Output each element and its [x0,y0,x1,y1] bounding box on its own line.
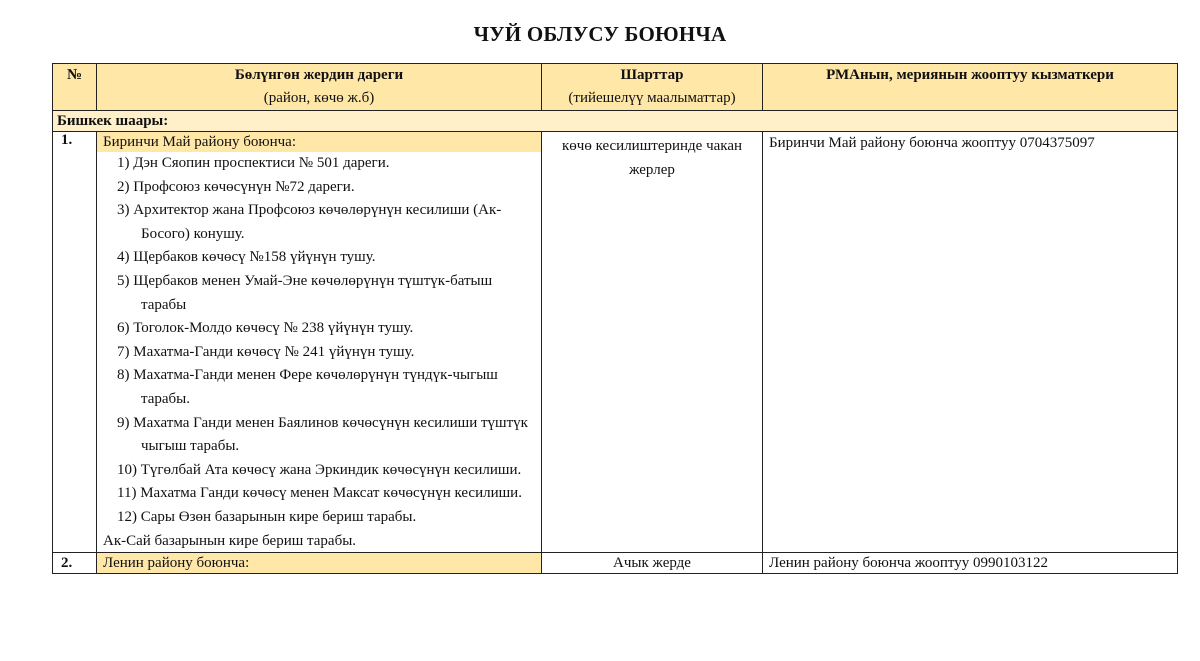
list-item: 4) Щербаков көчөсү №158 үйүнүн тушу. [117,249,376,266]
address-cell [97,132,542,553]
address-extra: Ак-Сай базарынын кире бериш тарабы. [103,532,357,549]
header-address-main: Бөлүнгөн жердин дареги [234,67,404,83]
list-item: 5) Щербаков менен Умай-Эне көчөлөрүнүн түштүк-батыш тарабы [117,272,493,313]
header-conditions [542,64,763,111]
list-item: 11) Махатма Ганди көчөсү менен Максат көчөсүнүн кесилиши. [117,485,522,502]
conditions-cell: Ачык жерде [542,552,763,573]
document-title: ЧУЙ ОБЛУСУ БОЮНЧА [473,22,727,46]
list-item: 2) Профсоюз көчөсүнүн №72 дареги. [117,178,355,195]
header-conditions-main: Шарттар [620,67,684,83]
header-responsible-label: РМАнын, мериянын жооптуу кызматкери [826,67,1114,83]
city-row [53,111,1178,132]
list-item: 9) Махатма Ганди менен Баялинов көчөсүнүн кесилиши түштүк чыгыш тарабы. [117,414,528,455]
list-item: 3) Архитектор жана Профсоюз көчөлөрүнүн кесилиши (Ак-Босого) конушу. [117,202,502,242]
header-conditions-sub: (тийешелүү маалыматтар) [568,90,736,106]
list-item: 6) Тоголок-Молдо көчөсү № 238 үйүнүн тушу. [117,320,414,337]
responsible-cell: Ленин району боюнча жооптуу 0990103122 [763,552,1178,573]
header-responsible [763,64,1178,111]
address-cell [97,552,542,573]
list-item: 12) Сары Өзөн базарынын кире бериш тарабы. [117,508,417,525]
responsible-cell: Биринчи Май району боюнча жооптуу 0704375097 [763,132,1178,553]
city-name: Бишкек шаары: [53,111,1178,132]
list-item: 7) Махатма-Ганди көчөсү № 241 үйүнүн тушу. [117,343,415,360]
row-number: 1. [53,132,97,553]
table-row [53,552,1178,573]
header-address [97,64,542,111]
address-list [101,152,537,530]
table-header-row [53,64,1178,111]
table-row [53,132,1178,553]
district-label: Биринчи Май району боюнча: [97,132,541,152]
row-number: 2. [53,552,97,573]
list-item: 8) Махатма-Ганди менен Фере көчөлөрүнүн түндүк-чыгыш тарабы. [117,367,498,407]
header-address-sub: (район, көчө ж.б) [263,90,375,106]
list-item: 10) Түгөлбай Ата көчөсү жана Эркиндик көчөсүнүн кесилиши. [117,461,522,478]
header-number: № [53,64,97,111]
district-label: Ленин району боюнча: [97,553,541,573]
allocation-table [52,63,1178,574]
list-item: 1) Дэн Сяопин проспектиси № 501 дареги. [117,155,390,171]
conditions-cell: көчө кесилиштеринде чакан жерлер [542,132,763,553]
